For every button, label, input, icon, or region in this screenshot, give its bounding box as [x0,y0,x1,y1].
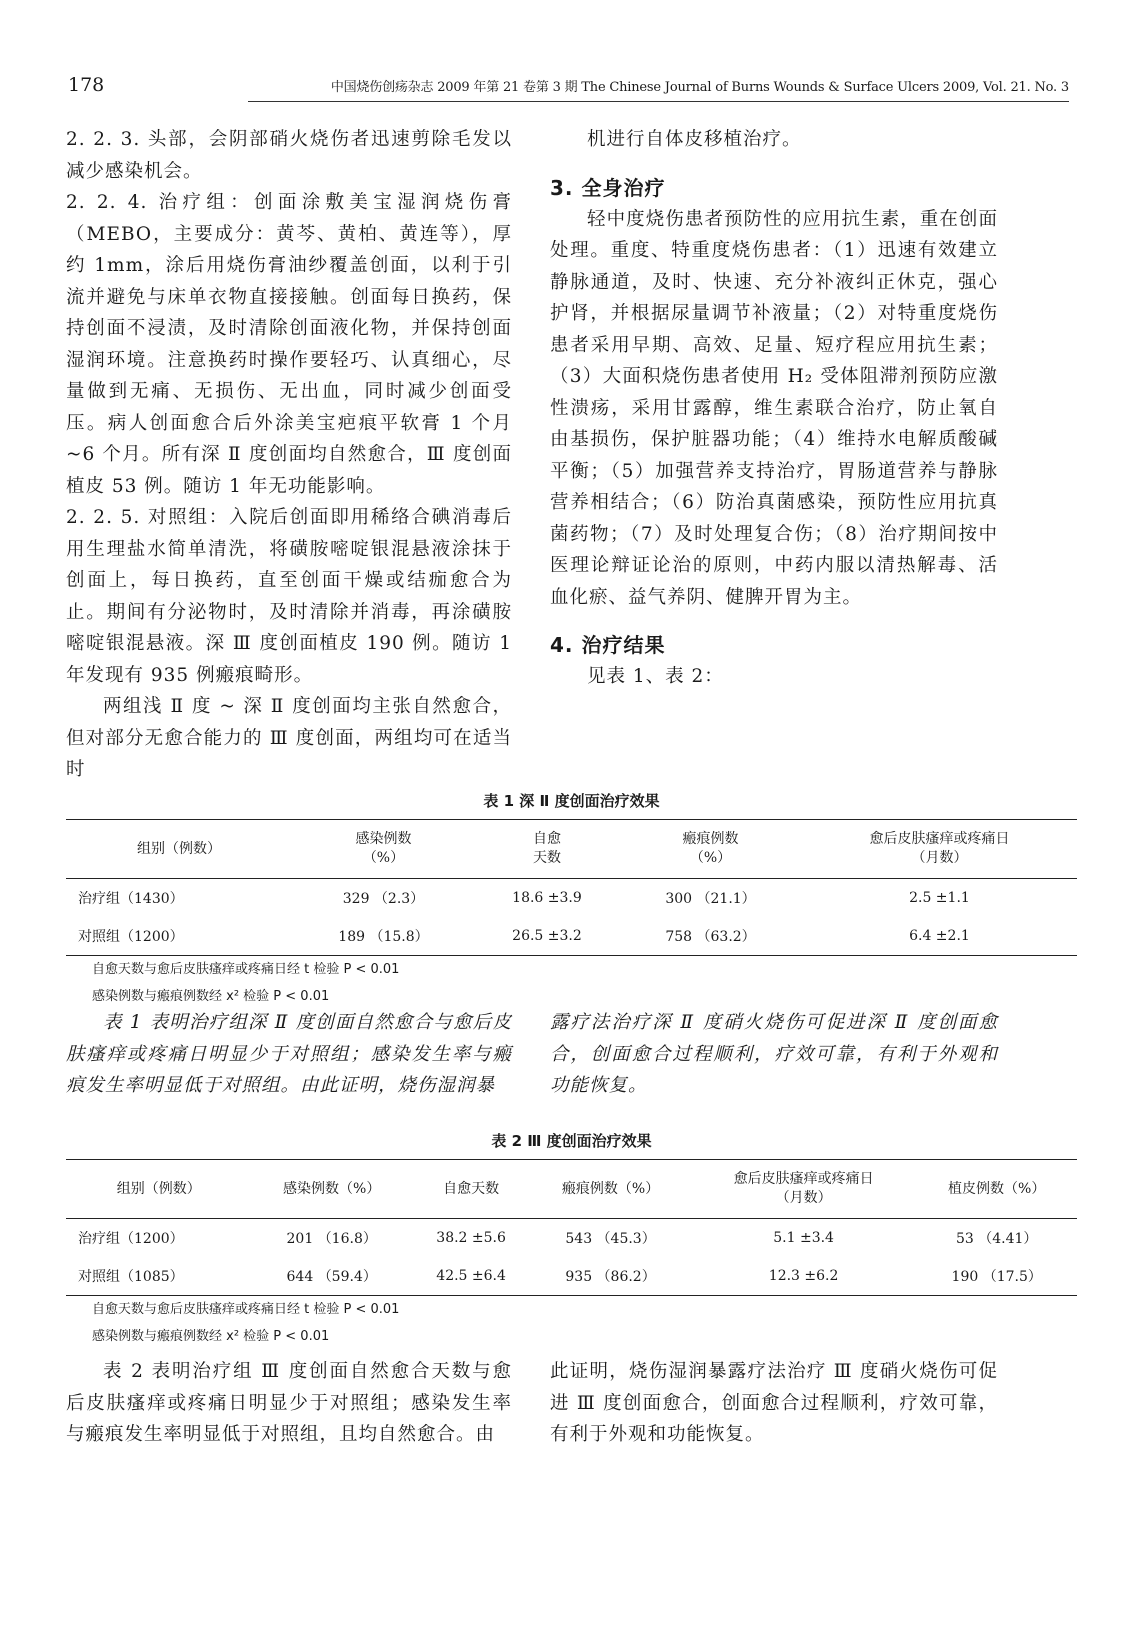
table-1-block [66,790,1077,1010]
table-row [66,879,1077,918]
table-row [66,1219,1077,1258]
table-cell: 190 （17.5） [951,1269,1042,1285]
right-column-table1-discussion [550,1007,998,1102]
table-1-note: 感染例数与瘢痕例数经 x² 检验 P < 0.01 [92,989,330,1004]
paragraph-2-2-5: 2. 2. 5. 对照组：入院后创面即用稀络合碘消毒后用生理盐水简单清洗，将磺胺嘧啶银混悬液涂抹于创面上，每日换药，直至创面干燥或结痂愈合为止。期间有分泌物时，及时清除并消毒，再涂磺胺嘧啶银混悬液。深 Ⅲ 度创面植皮 190 例。随访 1 年发现有 935 例瘢痕畸形。 [66,507,512,686]
paragraph-table-2-discussion: 表 2 表明治疗组 Ⅲ 度创面自然愈合天数与愈后皮肤瘙痒或疼痛日明显少于对照组；感染发生率与瘢痕发生率明显低于对照组，且均自然愈合。由 [66,1361,512,1445]
table-cell: 18.6 ±3.9 [512,890,582,906]
table-cell: 对照组（1200） [78,929,184,945]
table-cell: 644 （59.4） [286,1269,377,1285]
table-2-note: 自愈天数与愈后皮肤瘙痒或疼痛日经 t 检验 P < 0.01 [92,1302,400,1317]
paragraph-systemic-treatment: 轻中度烧伤患者预防性的应用抗生素，重在创面处理。重度、特重度烧伤患者：（1）迅速有效建立静脉通道，及时、快速、充分补液纠正休克，强心护肾，并根据尿量调节补液量；（2）对特重度烧伤患者采用早期、高效、足量、短疗程应用抗生素；（3）大面积烧伤患者使用 H₂ 受体阻滞剂预防应激性溃疡，采用甘露醇，维生素联合治疗，防止氧自由基损伤，保护脏器功能；（4）维持水电解质酸碱平衡；（5）加强营养支持治疗，胃肠道营养与静脉营养相结合；（6）防治真菌感染，预防性应用抗真菌药物；（7）及时处理复合伤；（8）治疗期间按中医理论辩证论治的原则，中药内服以清热解毒、活血化瘀、益气养阴、健脾开胃为主。 [550,208,998,608]
header-rule [248,101,1069,102]
table-1-header: 瘢痕例数 （%） [682,831,739,866]
table-cell: 对照组（1085） [78,1269,184,1285]
table-cell: 53 （4.41） [955,1231,1038,1247]
table-1-header: 自愈 天数 [532,831,561,866]
paragraph-skin-graft: 机进行自体皮移植治疗。 [587,129,802,150]
table-1-header: 愈后皮肤瘙痒或疼痛日 （月数） [869,831,1010,866]
table-cell: 2.5 ±1.1 [909,890,970,906]
table-cell: 189 （15.8） [338,929,429,945]
table-row [66,917,1077,956]
table-cell: 543 （45.3） [565,1231,656,1247]
page-header [68,74,1069,104]
table-cell: 935 （86.2） [565,1269,656,1285]
paragraph-see-tables: 见表 1、表 2： [587,666,724,687]
table-1-title: 表 1 深 Ⅱ 度创面治疗效果 [483,792,660,810]
table-cell: 201 （16.8） [286,1231,377,1247]
table-2 [66,1159,1077,1296]
table-1-note: 自愈天数与愈后皮肤瘙痒或疼痛日经 t 检验 P < 0.01 [92,962,400,977]
table-2-header: 植皮例数（%） [948,1180,1046,1197]
table-1 [66,819,1077,956]
table-cell: 42.5 ±6.4 [436,1268,506,1284]
table-2-title: 表 2 Ⅲ 度创面治疗效果 [491,1132,652,1150]
paragraph-wound-healing: 两组浅 Ⅱ 度 ~ 深 Ⅱ 度创面均主张自然愈合，但对部分无愈合能力的 Ⅲ 度创面，两组均可在适当时 [66,696,512,780]
right-column-top [550,124,998,693]
table-cell: 758 （63.2） [665,929,756,945]
table-cell: 26.5 ±3.2 [512,928,582,944]
table-1-header: 感染例数 （%） [355,831,412,866]
running-head: 中国烧伤创疡杂志 2009 年第 21 卷第 3 期 The Chinese Journal of Burns Wounds & Surface Ulcers 2009, Vol. 21. No. 3 [330,80,1069,95]
paragraph-2-2-3: 2. 2. 3. 头部，会阴部硝火烧伤者迅速剪除毛发以减少感染机会。 [66,129,512,182]
left-column-table2-discussion [66,1356,512,1451]
section-heading-4: 4. 治疗结果 [550,633,666,657]
paragraph-table-1-conclusion: 露疗法治疗深 Ⅱ 度硝火烧伤可促进深 Ⅱ 度创面愈合，创面愈合过程顺利，疗效可靠，有利于外观和功能恢复。 [550,1012,998,1096]
paragraph-table-1-discussion: 表 1 表明治疗组深 Ⅱ 度创面自然愈合与愈后皮肤瘙痒或疼痛日明显少于对照组；感染发生率与瘢痕发生率明显低于对照组。由此证明，烧伤湿润暴 [66,1012,512,1096]
right-column-table2-discussion [550,1356,998,1451]
left-column-top [66,124,512,786]
table-cell: 329 （2.3） [342,891,425,907]
paragraph-2-2-4: 2. 2. 4. 治疗组：创面涂敷美宝湿润烧伤膏（MEBO，主要成分：黄芩、黄柏、黄连等），厚约 1mm，涂后用烧伤膏油纱覆盖创面，以利于引流并避免与床单衣物直接接触。创面每日换药，保持创面不浸渍，及时清除创面液化物，并保持创面湿润环境。注意换药时操作要轻巧、认真细心，尽量做到无痛、无损伤、无出血，同时减少创面受压。病人创面愈合后外涂美宝疤痕平软膏 1 个月 ~6 个月。所有深 Ⅱ 度创面均自然愈合，Ⅲ 度创面植皮 53 例。随访 1 年无功能影响。 [66,192,512,497]
table-2-note: 感染例数与瘢痕例数经 x² 检验 P < 0.01 [92,1329,330,1344]
table-cell: 治疗组（1430） [78,891,184,907]
left-column-table1-discussion [66,1007,512,1102]
table-row [66,1257,1077,1296]
page-number: 178 [68,74,105,96]
table-2-header: 感染例数（%） [283,1180,381,1197]
table-2-block [66,1130,1077,1350]
table-2-header: 瘢痕例数（%） [561,1180,660,1197]
table-2-header: 愈后皮肤瘙痒或疼痛日 （月数） [733,1171,874,1206]
table-2-header: 组别（例数） [116,1180,201,1197]
paragraph-table-2-conclusion: 此证明，烧伤湿润暴露疗法治疗 Ⅲ 度硝火烧伤可促进 Ⅲ 度创面愈合，创面愈合过程顺利，疗效可靠，有利于外观和功能恢复。 [550,1361,998,1445]
table-1-header: 组别（例数） [137,840,222,857]
table-cell: 治疗组（1200） [78,1231,184,1247]
table-cell: 300 （21.1） [665,891,756,907]
table-cell: 12.3 ±6.2 [768,1268,839,1284]
table-cell: 5.1 ±3.4 [773,1230,834,1246]
table-cell: 6.4 ±2.1 [909,928,970,944]
table-cell: 38.2 ±5.6 [436,1230,506,1246]
table-2-header: 自愈天数 [443,1180,500,1197]
section-heading-3: 3. 全身治疗 [550,175,666,200]
